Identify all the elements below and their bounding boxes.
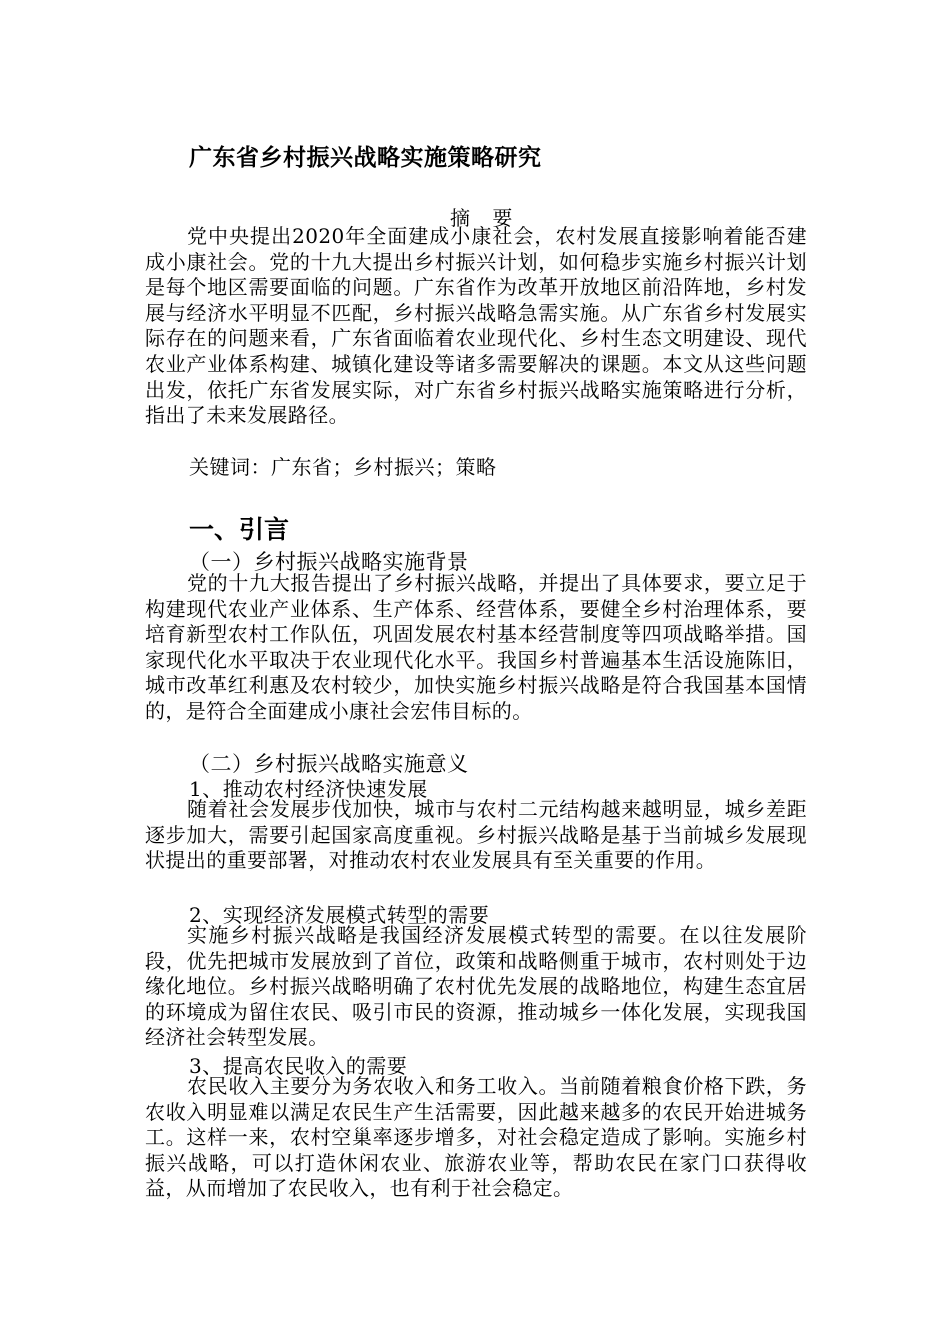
abstract-text: 党中央提出2020年全面建成小康社会，农村发展直接影响着能否建成小康社会。党的十九大提出乡村振兴计划，如何稳步实施乡村振兴计划是每个地区需要面临的问题。广东省作为改革开放地区前沿阵地，乡村发展与经济水平明显不匹配，乡村振兴战略急需实施。从广东省乡村发展实际存在的问题来看，广东省面临着农业现代化、乡村生态文明建设、现代农业产业体系构建、城镇化建设等诸多需要解决的课题。本文从这些问题出发，依托广东省发展实际，对广东省乡村振兴战略实施策略进行分析，指出了未来发展路径。 [145, 224, 807, 428]
keywords: 关键词：广东省；乡村振兴；策略 [189, 455, 497, 479]
subsection-heading-background: （一）乡村振兴战略实施背景 [189, 550, 469, 574]
background-paragraph: 党的十九大报告提出了乡村振兴战略，并提出了具体要求，要立足于构建现代农业产业体系、生产体系、经营体系，要健全乡村治理体系，要培育新型农村工作队伍，巩固发展农村基本经营制度等四项战略举措。国家现代化水平取决于农业现代化水平。我国乡村普遍基本生活设施陈旧，城市改革红利惠及农村较少，加快实施乡村振兴战略是符合我国基本国情的，是符合全面建成小康社会宏伟目标的。 [145, 571, 807, 723]
document-title: 广东省乡村振兴战略实施策略研究 [189, 145, 542, 171]
subsection-heading-significance: （二）乡村振兴战略实施意义 [189, 752, 469, 776]
section-heading-introduction: 一、引言 [189, 515, 290, 544]
abstract-heading: 摘 要 [450, 206, 521, 230]
item-heading-2: 2、实现经济发展模式转型的需要 [189, 903, 490, 927]
item-heading-3: 3、提高农民收入的需要 [189, 1054, 408, 1078]
item-paragraph-3: 农民收入主要分为务农收入和务工收入。当前随着粮食价格下跌，务农收入明显难以满足农民生产生活需要，因此越来越多的农民开始进城务工。这样一来，农村空巢率逐步增多，对社会稳定造成了影响。实施乡村振兴战略，可以打造休闲农业、旅游农业等，帮助农民在家门口获得收益，从而增加了农民收入，也有利于社会稳定。 [145, 1074, 807, 1201]
item-paragraph-1: 随着社会发展步伐加快，城市与农村二元结构越来越明显，城乡差距逐步加大，需要引起国家高度重视。乡村振兴战略是基于当前城乡发展现状提出的重要部署，对推动农村农业发展具有至关重要的作用。 [145, 797, 807, 873]
item-heading-1: 1、推动农村经济快速发展 [189, 777, 428, 801]
item-paragraph-2: 实施乡村振兴战略是我国经济发展模式转型的需要。在以往发展阶段，优先把城市发展放到了首位，政策和战略侧重于城市，农村则处于边缘化地位。乡村振兴战略明确了农村优先发展的战略地位，构建生态宜居的环境成为留住农民、吸引市民的资源，推动城乡一体化发展，实现我国经济社会转型发展。 [145, 923, 807, 1050]
